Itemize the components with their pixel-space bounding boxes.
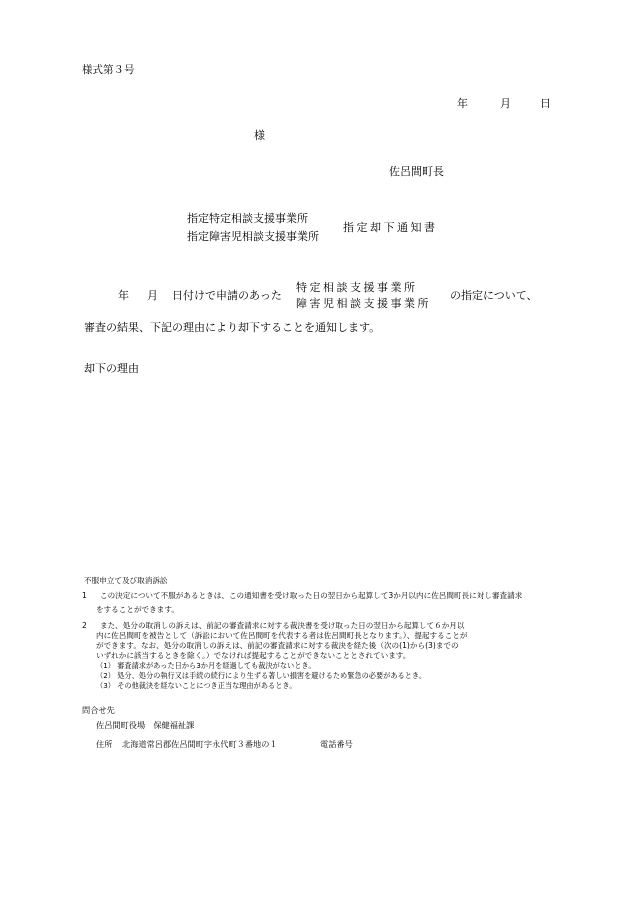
title-option-specific: 指定特定相談支援事業所 [187, 212, 308, 225]
appeal-item2-line1: また、処分の取消しの訴えは、前記の審査請求に対する裁決書を受け取った日の翌日から起算して６か月以 [100, 621, 465, 630]
body-option-disabled-child: 障害児相談支援事業所 [296, 297, 431, 310]
contact-phone-label: 電話番号 [320, 739, 353, 749]
body-month: 月 [147, 289, 158, 302]
appeal-sub2: （2） 処分、処分の執行又は手続の続行により生ずる著しい損害を避けるため緊急の必要があるとき。 [96, 671, 427, 680]
contact-address-label: 住所 [96, 739, 113, 749]
contact-heading: 問合せ先 [82, 705, 115, 715]
appeal-item2-line3: ができます。なお、処分の取消しの訴えは、前記の審査請求に対する裁決を経た後（次の(1)から(3)までの [96, 641, 459, 650]
form-number: 様式第３号 [82, 64, 135, 76]
appeal-item2-line4: いずれかに該当するときを除く。）でなければ提起することができないこととされています。 [96, 651, 411, 660]
issuer-name: 佐呂間町長 [389, 165, 444, 178]
body-tail: の指定について、 [450, 289, 538, 302]
reason-heading: 却下の理由 [84, 362, 139, 375]
appeal-sub1: （1） 審査請求があった日から3か月を経過しても裁決がないとき。 [96, 661, 316, 670]
body-year: 年 [118, 289, 129, 302]
contact-office: 佐呂間町役場 保健福祉課 [96, 720, 195, 730]
appeal-item2-line2: 内に佐呂間町を被告として（訴訟において佐呂間町を代表する者は佐呂間町長となります。）、提起することが [96, 631, 468, 640]
body-option-specific: 特定相談支援事業所 [296, 281, 418, 294]
appeal-heading: 不服申立て及び取消訴訟 [84, 576, 168, 585]
date-year: 年 [457, 97, 468, 110]
addressee-suffix: 様 [254, 129, 265, 142]
appeal-item2-number: 2 [82, 621, 87, 630]
date-month: 月 [500, 97, 511, 110]
body-dated-applied: 日付けで申請のあった [172, 289, 282, 302]
document-title: 指定却下通知書 [343, 221, 438, 234]
appeal-item1-line2: をすることができます。 [96, 605, 179, 614]
appeal-item1-line1: この決定について不服があるときは、この通知書を受け取った日の翌日から起算して3か月以内に佐呂間町長に対し審査請求 [100, 591, 523, 600]
title-option-disabled-child: 指定障害児相談支援事業所 [187, 230, 319, 243]
date-day: 日 [540, 97, 551, 110]
contact-address: 北海道常呂郡佐呂間町字永代町３番地の１ [122, 739, 278, 749]
body-notice-line: 審査の結果、下記の理由により却下することを通知します。 [84, 321, 381, 334]
appeal-item1-number: 1 [82, 591, 87, 600]
appeal-sub3: （3） その他裁決を経ないことにつき正当な理由があるとき。 [96, 681, 297, 690]
